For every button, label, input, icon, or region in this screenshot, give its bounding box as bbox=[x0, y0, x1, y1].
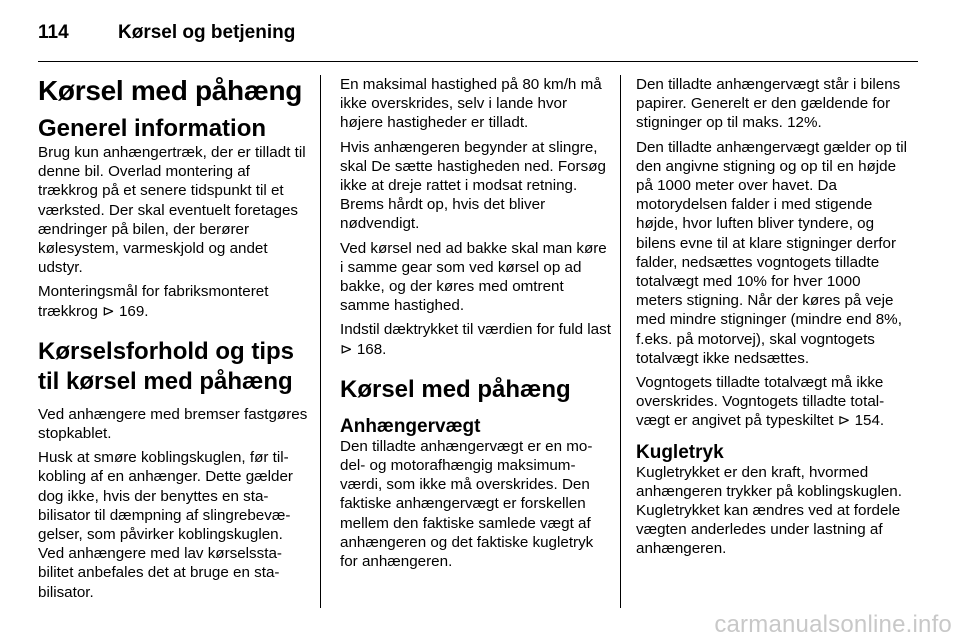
page-reference-arrow-icon: ⊳ bbox=[340, 340, 353, 358]
header-rule bbox=[38, 61, 918, 62]
column-3 bbox=[636, 75, 908, 564]
heading-ball-pressure: Kugletryk bbox=[636, 441, 724, 463]
watermark: carmanualsonline.info bbox=[714, 611, 952, 638]
paragraph-text: Monteringsmål for fabriksmonteret trækkrog bbox=[38, 283, 269, 320]
paragraph: Kugletrykket er den kraft, hvormed anhængeren trykker på koblingskuglen. Kugletrykket kan ændres ved at fordele vægten anderledes under lastning af anhængeren. bbox=[636, 463, 902, 558]
paragraph: Den tilladte anhængervægt står i bilens papirer. Generelt er den gældende for stigninger op til maks. 12%. bbox=[636, 76, 901, 132]
page-reference[interactable]: 169. bbox=[118, 302, 149, 320]
heading-driving-with-trailer: Kørsel med påhæng bbox=[340, 375, 571, 403]
paragraph-with-reference bbox=[340, 320, 612, 358]
column-1 bbox=[38, 75, 310, 607]
heading-driving-tips: Kørselsforhold og tips til kørsel med påhæng bbox=[38, 337, 295, 395]
page-reference[interactable]: 168. bbox=[356, 340, 387, 358]
paragraph-text: Indstil dæktrykket til værdien for fuld last bbox=[340, 321, 611, 339]
paragraph: Ved anhængere med bremser fastgøres stopkablet. bbox=[38, 405, 308, 443]
paragraph: Husk at smøre koblingskuglen, før tilkobling af en anhænger. Dette gælder dog ikke, hvis der benyttes en stabilisator til dæmpning af slingrebevægelser, som påvirker koblingskuglen. Ved anhængere med lav kørselsstabilitet anbefales det at bruge en stabilisator. bbox=[38, 449, 293, 601]
page-reference-arrow-icon: ⊳ bbox=[102, 302, 115, 320]
heading-general-information: Generel information bbox=[38, 115, 267, 142]
paragraph-with-reference bbox=[636, 373, 908, 431]
page-reference[interactable]: 154. bbox=[854, 412, 885, 430]
paragraph-text: Vogntogets tilladte totalvægt må ikke overskrides. Vogntogets tilladte totalvægt er angivet på typeskiltet bbox=[636, 374, 885, 430]
paragraph: Ved kørsel ned ad bakke skal man køre i samme gear som ved kørsel op ad bakke, og der køres med omtrent samme hastighed. bbox=[340, 239, 607, 315]
column-2 bbox=[340, 75, 612, 576]
column-divider-2 bbox=[620, 75, 621, 608]
page-header bbox=[38, 17, 918, 49]
paragraph: Hvis anhængeren begynder at slingre, skal De sætte hastigheden ned. Forsøg ikke at dreje rattet i modsat retning. Brems hårdt op, hvis det bliver nødvendigt. bbox=[340, 138, 606, 233]
paragraph-with-reference bbox=[38, 282, 310, 320]
paragraph: Den tilladte anhængervægt er en model- og motorafhængig maksimumværdi, som ikke må overskrides. Den faktiske anhængervægt er forskellen mellem den faktiske samlede vægt af anhængeren og det faktiske kugletryk for anhængeren. bbox=[340, 437, 594, 571]
chapter-heading: Kørsel med påhæng bbox=[38, 75, 303, 106]
paragraph: Den tilladte anhængervægt gælder op til den angivne stigning og op til en højde på 1000 meter over havet. Da motorydelsen falder i med stigende højde, hvor luften bliver tyndere, og bilens evne til at klare stigninger derfor falder, nedsættes vogntogets tilladte totalvægt med 10% for hver 1000 meters stigning. Når der køres på veje med mindre stigninger (mindre end 8%, f.eks. på motorvej), skal vogntogets totalvægt ikke nedsættes. bbox=[636, 138, 908, 367]
heading-trailer-weight: Anhængervægt bbox=[340, 415, 481, 437]
page-reference-arrow-icon: ⊳ bbox=[837, 412, 851, 430]
paragraph: Brug kun anhængertræk, der er tilladt til denne bil. Overlad montering af trækkrog på et senere tidspunkt til et værksted. Der skal eventuelt foretages ændringer på bilen, der berører kølesystem, varmeskjold og andet udstyr. bbox=[38, 144, 306, 277]
paragraph: En maksimal hastighed på 80 km/h må ikke overskrides, selv i lande hvor højere hastigheder er tilladt. bbox=[340, 76, 602, 132]
column-divider-1 bbox=[320, 75, 321, 608]
section-title: Kørsel og betjening bbox=[118, 22, 296, 43]
page-number: 114 bbox=[38, 22, 69, 43]
